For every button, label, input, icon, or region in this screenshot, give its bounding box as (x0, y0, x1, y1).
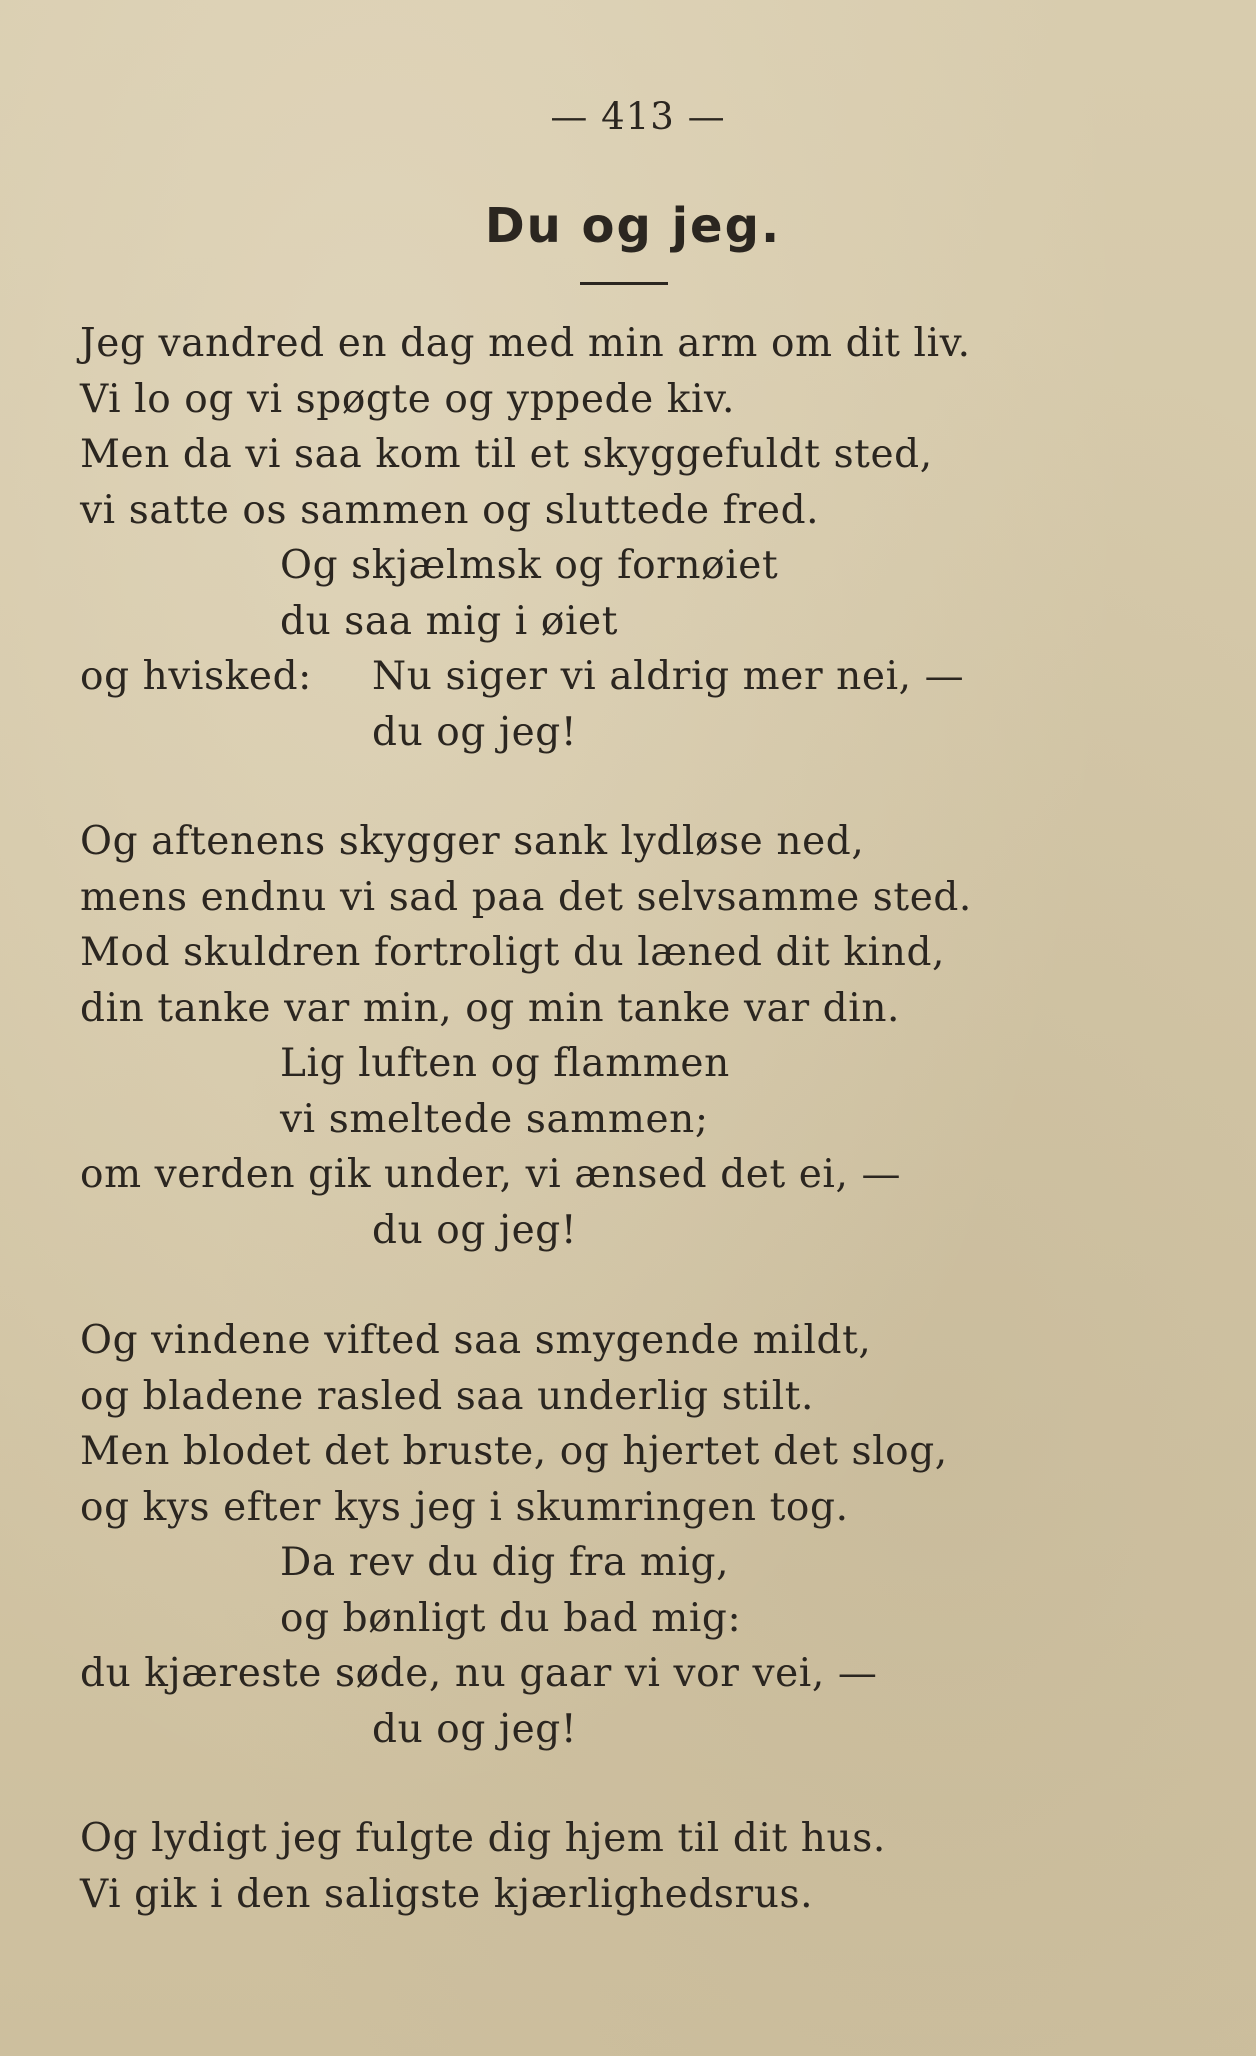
verse-line: og bønligt du bad mig: (280, 1595, 742, 1641)
verse-line: Og vindene vifted saa smygende mildt, (80, 1318, 872, 1363)
verse-line: du kjæreste søde, nu gaar vi vor vei, — (80, 1651, 878, 1696)
verse-refrain: du og jeg! (372, 1706, 578, 1752)
verse-line (80, 649, 1220, 705)
verse-line: din tanke var min, og min tanke var din. (80, 985, 901, 1031)
page-number: — 413 — (550, 95, 726, 138)
verse-line: du saa mig i øiet (280, 598, 618, 644)
verse-line: Mod skuldren fortroligt du læned dit kind, (80, 930, 946, 975)
verse-line: Men da vi saa kom til et skyggefuldt sted, (80, 432, 933, 477)
verse-line: om verden gik under, vi ænsed det ei, — (80, 1152, 902, 1197)
verse-line: Og aftenens skygger sank lydløse ned, (80, 819, 865, 864)
verse-line: Jeg vandred en dag med min arm om dit liv. (80, 321, 971, 366)
stanza-3 (80, 1313, 1220, 1757)
verse-line-lead: og hvisked: (80, 654, 312, 699)
verse-line: Vi gik i den saligste kjærlighedsrus. (80, 1871, 814, 1917)
verse-line: Men blodet det bruste, og hjertet det slog, (80, 1429, 948, 1474)
stanza-2 (80, 814, 1220, 1258)
verse-refrain: du og jeg! (372, 1207, 578, 1253)
title-rule (580, 282, 668, 285)
verse-line: mens endnu vi sad paa det selvsamme sted. (80, 874, 972, 920)
poem-title: Du og jeg. (484, 198, 782, 254)
verse-refrain: du og jeg! (372, 709, 578, 755)
verse-line-rest: Nu siger vi aldrig mer nei, — (372, 654, 965, 699)
stanza-1 (80, 316, 1220, 760)
verse-line: Vi lo og vi spøgte og yppede kiv. (80, 376, 736, 422)
verse-line: vi satte os sammen og sluttede fred. (80, 487, 820, 533)
verse-line: og kys efter kys jeg i skumringen tog. (80, 1484, 849, 1530)
verse-line: Da rev du dig fra mig, (280, 1540, 730, 1585)
verse-line: vi smeltede sammen; (280, 1096, 709, 1142)
verse-line: Og skjælmsk og fornøiet (280, 543, 779, 588)
verse-line: Og lydigt jeg fulgte dig hjem til dit hus. (80, 1816, 886, 1861)
verse-line: Lig luften og flammen (280, 1041, 730, 1086)
stanza-4 (80, 1811, 1220, 1922)
verse-line: og bladene rasled saa underlig stilt. (80, 1373, 815, 1419)
